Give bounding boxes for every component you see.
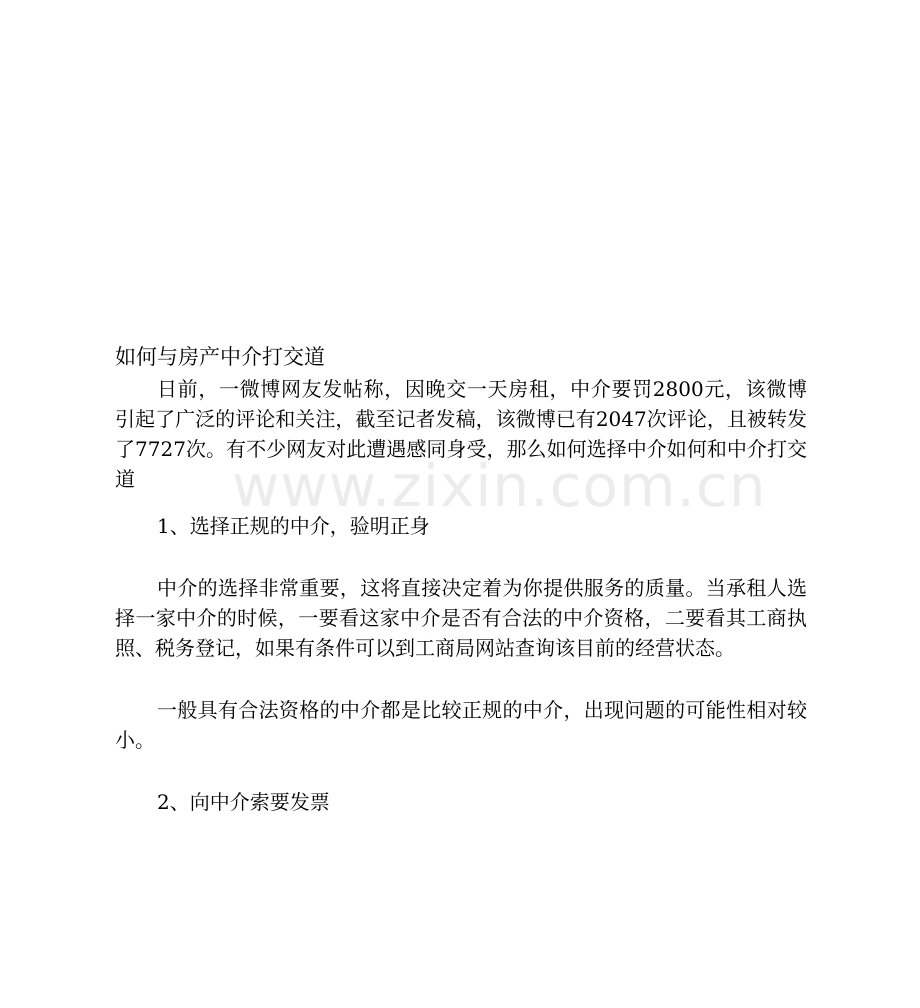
intro-paragraph: 日前，一微博网友发帖称，因晚交一天房租，中介要罚2800元，该微博引起了广泛的评论和关注，截至记者发稿，该微博已有2047次评论，且被转发了7727次。有不少网友对此遭遇感同身受，那么如何选择中介如何和中介打交道 [115, 377, 807, 491]
document-title: 如何与房产中介打交道 [115, 345, 325, 369]
watermark: www.zixin.com.cn [232, 452, 767, 520]
section-1-note-paragraph: 一般具有合法资格的中介都是比较正规的中介，出现问题的可能性相对较小。 [115, 698, 807, 752]
section-heading-2: 2、向中介索要发票 [157, 790, 330, 814]
document-body [115, 342, 807, 849]
section-1-paragraph: 中介的选择非常重要，这将直接决定着为你提供服务的质量。当承租人选择一家中介的时候，一要看这家中介是否有合法的中介资格，二要看其工商执照、税务登记，如果有条件可以到工商局网站查询该目前的经营状态。 [115, 576, 807, 660]
section-heading-1: 1、选择正规的中介，验明正身 [157, 514, 430, 538]
